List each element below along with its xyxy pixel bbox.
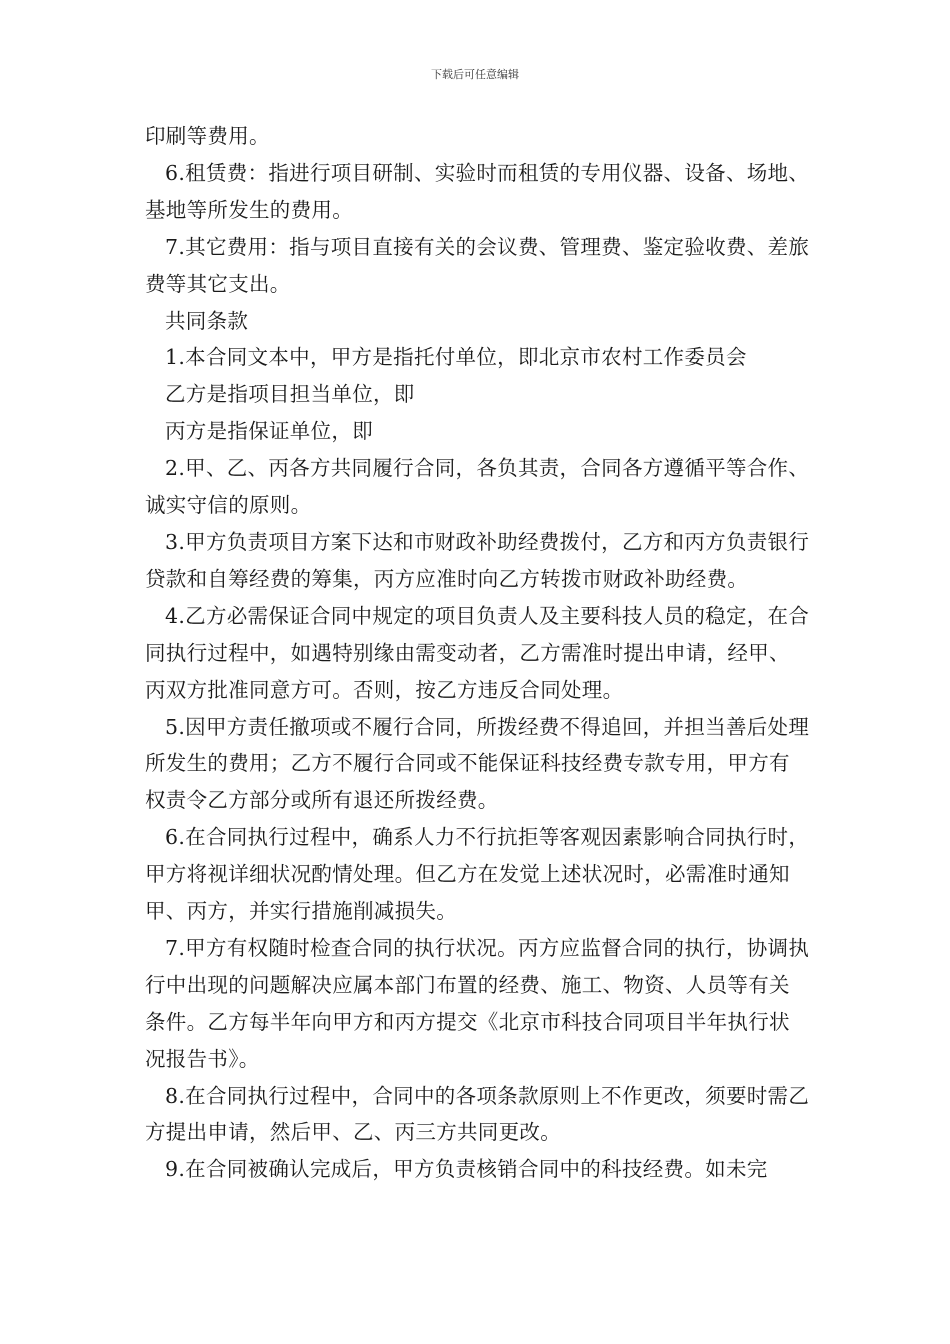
clause-5: 5.因甲方责任撤项或不履行合同，所拨经费不得追回，并担当善后处理所发生的费用；乙方不履行合同或不能保证科技经费专款专用，甲方有权责令乙方部分或所有退还所拨经费。 xyxy=(145,714,810,813)
paragraph-rental-fees: 6.租赁费：指进行项目研制、实验时而租赁的专用仪器、设备、场地、基地等所发生的费用。 xyxy=(145,160,810,222)
clause-2: 2.甲、乙、丙各方共同履行合同，各负其责，合同各方遵循平等合作、诚实守信的原则。 xyxy=(145,456,810,518)
clause-3: 3.甲方负责项目方案下达和市财政补助经费拨付，乙方和丙方负责银行贷款和自筹经费的筹集，丙方应准时向乙方转拨市财政补助经费。 xyxy=(145,529,810,591)
clause-4: 4.乙方必需保证合同中规定的项目负责人及主要科技人员的稳定，在合同执行过程中，如遇特别缘由需变动者，乙方需准时提出申请，经甲、丙双方批准同意方可。否则，按乙方违反合同处理。 xyxy=(145,603,810,702)
clause-6: 6.在合同执行过程中，确系人力不行抗拒等客观因素影响合同执行时，甲方将视详细状况酌情处理。但乙方在发觉上述状况时，必需准时通知甲、丙方，并实行措施削减损失。 xyxy=(145,825,810,924)
clause-9-partial: 9.在合同被确认完成后，甲方负责核销合同中的科技经费。如未完 xyxy=(165,1157,768,1182)
clause-1-party-c: 丙方是指保证单位，即 xyxy=(165,419,373,444)
paragraph-other-fees: 7.其它费用：指与项目直接有关的会议费、管理费、鉴定验收费、差旅费等其它支出。 xyxy=(145,234,810,296)
page-header-note: 下载后可任意编辑 xyxy=(431,68,519,81)
clause-1-party-b: 乙方是指项目担当单位，即 xyxy=(165,382,415,407)
clause-8: 8.在合同执行过程中，合同中的各项条款原则上不作更改，须要时需乙方提出申请，然后甲、乙、丙三方共同更改。 xyxy=(145,1083,810,1145)
clause-7: 7.甲方有权随时检查合同的执行状况。丙方应监督合同的执行，协调执行中出现的问题解决应属本部门布置的经费、施工、物资、人员等有关条件。乙方每半年向甲方和丙方提交《北京市科技合同项目半年执行状况报告书》。 xyxy=(145,935,810,1071)
document-body xyxy=(145,118,810,1188)
clause-1-party-a: 1.本合同文本中，甲方是指托付单位，即北京市农村工作委员会 xyxy=(165,345,747,370)
paragraph-printing-fees-tail: 印刷等费用。 xyxy=(145,124,270,148)
section-heading-common-terms: 共同条款 xyxy=(165,308,249,333)
